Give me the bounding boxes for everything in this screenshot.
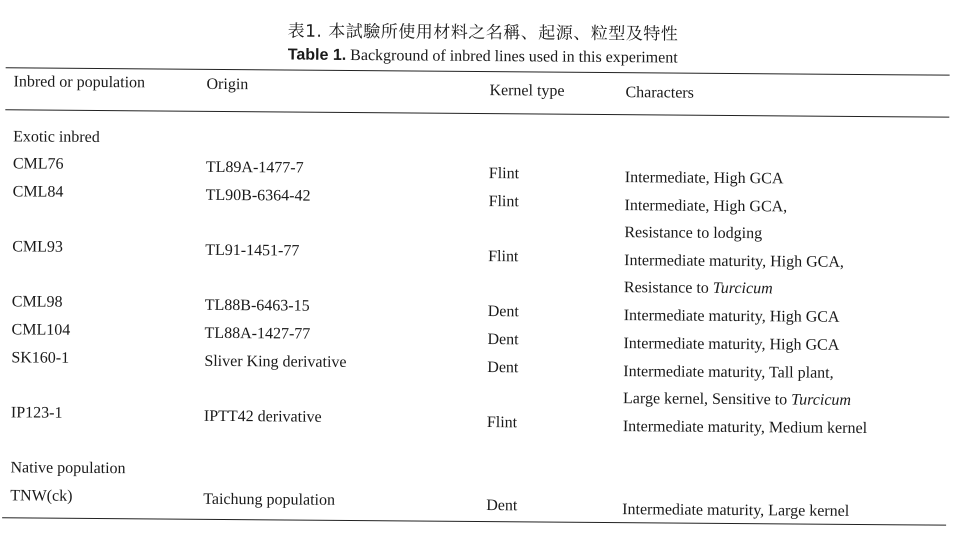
row-origin: Taichung population: [203, 490, 336, 509]
row-name: TNW(ck): [10, 487, 73, 505]
table-title-chinese: 表1. 本試驗所使用材料之名稱、起源、粒型及特性: [287, 21, 679, 45]
row-characters: Intermediate, High GCA: [624, 169, 784, 188]
table-caption: Background of inbred lines used in this experiment: [350, 46, 678, 67]
row-characters-cont: [623, 391, 851, 409]
row-name: CML104: [11, 321, 71, 339]
row-characters-cont: Resistance to lodging: [624, 224, 763, 243]
row-kernel: Flint: [488, 248, 519, 266]
row-characters-cont: [624, 280, 773, 297]
row-characters: Intermediate maturity, Large kernel: [622, 501, 850, 520]
row-characters: Intermediate maturity, High GCA,: [624, 252, 845, 271]
header-origin: Origin: [206, 75, 249, 94]
table-number: Table 1.: [287, 46, 347, 64]
row-characters: Intermediate maturity, High GCA: [623, 307, 840, 326]
row-name: IP123-1: [10, 404, 63, 422]
row-kernel: Flint: [488, 165, 520, 183]
header-kernel-type: Kernel type: [489, 82, 565, 100]
row-kernel: Dent: [487, 331, 519, 349]
group-label-exotic: Exotic inbred: [13, 128, 100, 147]
row-origin: Sliver King derivative: [204, 352, 347, 371]
row-kernel: Dent: [487, 303, 519, 321]
table-title-english: [2, 44, 962, 70]
turcicum-term: Turcicum: [791, 391, 852, 409]
header-inbred: Inbred or population: [13, 73, 146, 92]
row-name: CML93: [12, 238, 63, 256]
header-rule: [5, 109, 949, 117]
turcicum-term: Turcicum: [712, 279, 773, 298]
row-name: CML84: [12, 183, 64, 201]
header-characters: Characters: [625, 84, 694, 102]
row-kernel: Dent: [486, 497, 518, 515]
group-label-native: Native population: [10, 459, 126, 478]
row-name: CML76: [12, 155, 64, 173]
characters-text: Large kernel, Sensitive to: [623, 390, 792, 409]
row-origin: TL89A-1477-7: [205, 158, 304, 177]
characters-text: Resistance to: [623, 279, 713, 297]
row-characters: Intermediate maturity, Medium kernel: [622, 418, 868, 438]
row-kernel: Dent: [487, 359, 519, 377]
row-origin: TL90B-6364-42: [205, 186, 311, 205]
row-kernel: Flint: [488, 193, 519, 211]
row-name: SK160-1: [11, 349, 70, 367]
row-characters: Intermediate, High GCA,: [624, 197, 788, 216]
row-characters: Intermediate maturity, High GCA: [623, 335, 840, 354]
row-origin: TL88A-1427-77: [204, 324, 311, 343]
row-origin: TL88B-6463-15: [204, 296, 310, 315]
row-kernel: Flint: [486, 414, 518, 432]
row-origin: IPTT42 derivative: [203, 407, 322, 426]
row-characters: Intermediate maturity, Tall plant,: [623, 363, 834, 382]
row-name: CML98: [11, 293, 63, 311]
row-origin: TL91-1451-77: [205, 241, 300, 260]
